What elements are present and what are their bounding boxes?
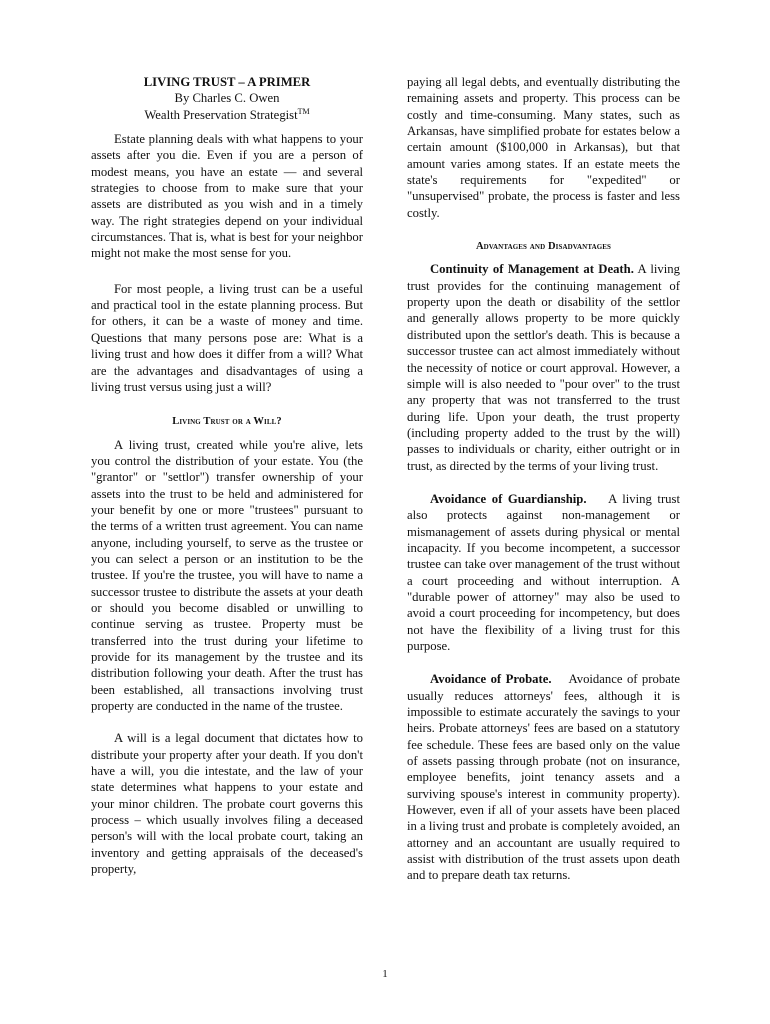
title-block	[91, 74, 363, 123]
left-column	[91, 74, 363, 877]
probate-title: Avoidance of Probate.	[430, 672, 552, 687]
continuity-body: A living trust provides for the continuing management of property upon the death or disability of the settlor and generally allows property to be more quickly distributed upon the settlor's death. This is because a successor trustee can act almost immediately without the necessity of notice or court approval. However, a simple will is also needed to "pour over" to the trust any property that was not transferred to the trust during life. Upon your death, the trust property (including property added to the trust by the will) passes to individuals or charity, either outright or in trust, as directed by the terms of your living trust.	[407, 262, 680, 473]
will-definition-paragraph: A will is a legal document that dictates how to distribute your property after your death. If you don't have a will, you die intestate, and the law of your state determines what happens to your estate and your minor children. The probate court governs this process – which usually involves filing a deceased person's will with the local probate court, taking an inventory and getting appraisals of the deceased's property,	[91, 731, 363, 877]
section-heading-advantages: Advantages and Disadvantages	[475, 241, 612, 253]
author-role-line	[91, 107, 363, 123]
author-line: By Charles C. Owen	[174, 91, 280, 106]
continuity-paragraph	[407, 261, 680, 473]
section-heading-living-trust-or-will: Living Trust or a Will?	[172, 416, 282, 428]
probate-body: Avoidance of probate usually reduces attorneys' fees, although it is impossible to estimate accurately the savings to your heirs. Probate attorneys' fees are based on a statutory fee schedule. These fees are based only on the value of assets passing through probate (not on insurance, employee benefits, joint tenancy assets and a surviving spouse's interest in community property). However, even if all of your assets have been placed in a living trust and probate is completely avoided, an attorney and an accountant are usually required to assist with distribution of the trust assets upon death and to prepare death tax returns.	[407, 672, 684, 883]
probate-paragraph	[407, 671, 684, 883]
right-column	[407, 74, 684, 884]
author-role: Wealth Preservation Strategist	[144, 107, 298, 122]
trademark-mark: TM	[297, 106, 310, 116]
guardianship-title: Avoidance of Guardianship.	[430, 491, 587, 506]
guardianship-body: A living trust also protects against non-management or mismanagement of assets during physical or mental incapacity. If you become incompetent, a successor trustee can take over management of the trust without a court proceeding and without interruption. A "durable power of attorney" may also be used to avoid a court proceeding for incompetency, but does not have the flexibility of a living trust for this purpose.	[407, 491, 684, 653]
guardianship-paragraph	[407, 491, 684, 654]
living-trust-question-paragraph: For most people, a living trust can be a useful and practical tool in the estate planning process. But for others, it can be a waste of money and time. Questions that many persons pose are: What is a living trust and how does it differ from a will? What are the advantages and disadvantages of using a living trust versus using just a will?	[91, 281, 363, 394]
probate-continuation-paragraph: paying all legal debts, and eventually distributing the remaining assets and property. This process can be costly and time-consuming. Many states, such as Arkansas, have simplified probate for estates below a certain amount ($100,000 in Arkansas), but that amount varies among states. If an estate meets the state's requirements for "expedited" or "unsupervised" probate, the process is faster and less costly.	[407, 75, 680, 220]
document-title: LIVING TRUST – A PRIMER	[143, 75, 311, 89]
page-number: 1	[382, 968, 388, 980]
continuity-title: Continuity of Management at Death.	[430, 262, 634, 277]
living-trust-definition-paragraph: A living trust, created while you're alive, lets you control the distribution of your estate. You (the "grantor" or "settlor") transfer ownership of your assets into the trust to be held and administered for your benefit by one or more "trustees" pursuant to the terms of a written trust agreement. You can name anyone, including yourself, to serve as the trustee or you can select a person or an institution to be the trustee. If you're the trustee, you will have to name a successor trustee to distribute the assets at your death or should you become disabled or unwilling to continue serving as trustee. Property must be transferred into the trust during your lifetime to provide for its management by the trustee and its distribution following your death. After the trust has been established, all transactions involving trust property are conducted in the name of the trustee.	[91, 437, 363, 714]
intro-paragraph: Estate planning deals with what happens to your assets after you die. Even if you are a person of modest means, you have an estate — and several strategies to choose from to make sure that your assets are distributed as you wish and in a timely way. The right strategies depend on your individual circumstances. That is, what is best for your neighbor might not make the most sense for you.	[91, 132, 363, 261]
